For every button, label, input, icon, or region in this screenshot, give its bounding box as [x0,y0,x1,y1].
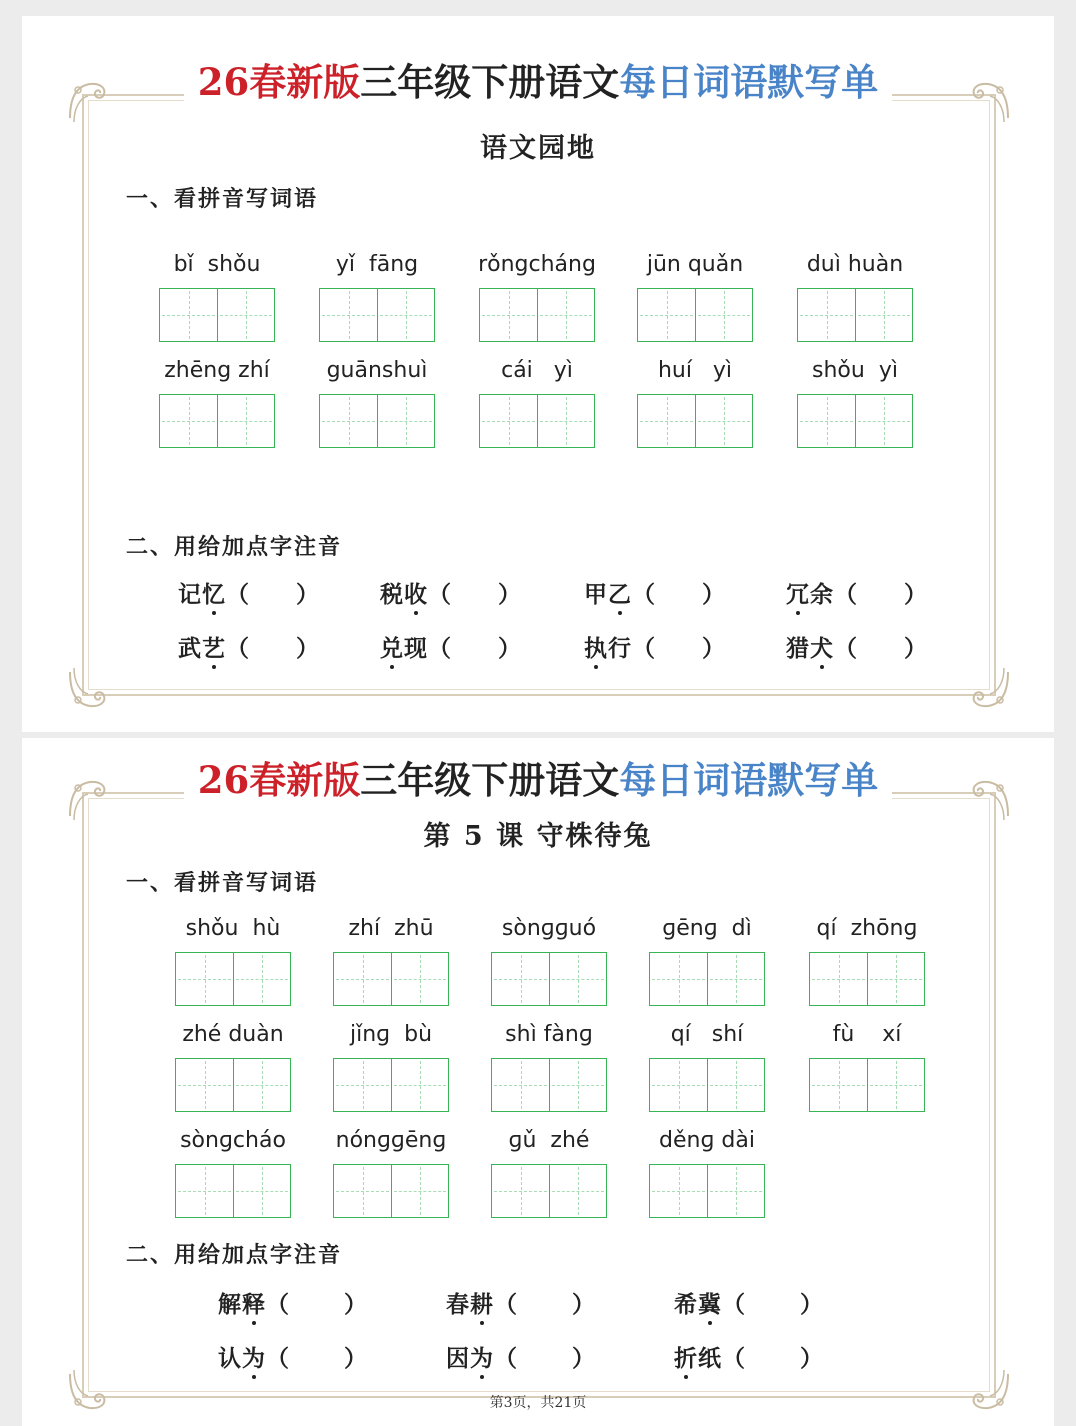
character-box[interactable] [480,395,537,447]
page-number: 第3页，共21页 [489,1395,587,1411]
character-box[interactable] [492,1059,549,1111]
character-box[interactable] [549,953,606,1005]
phonetic-word [178,576,226,609]
writing-grid[interactable] [649,1058,765,1112]
close-paren: ） [904,635,928,662]
open-paren: （ [722,1291,746,1318]
flourish-corner-icon [966,666,1012,712]
close-paren: ） [498,581,522,608]
worksheet-title [22,750,1054,804]
title-grade: 三年级下册语文 [360,60,620,104]
word-cell [630,356,760,448]
pinyin-label: nónɡɡēnɡ [335,1128,447,1153]
title-edition: 26春新版 [184,758,361,802]
phonetic-item [674,1340,824,1373]
dotted-character: 犬 [810,630,834,663]
character-box[interactable] [377,395,434,447]
character-box[interactable] [233,1165,290,1217]
close-paren: ） [800,1291,824,1318]
character-box[interactable] [334,953,391,1005]
dotted-character: 执 [584,630,608,663]
writing-grid[interactable] [333,1058,449,1112]
lesson-title: 第 5 课 守株待兔 [423,821,653,852]
phonetic-word [380,630,428,663]
character-box[interactable] [798,289,855,341]
title-edition: 26春新版 [184,60,361,104]
phonetic-item [786,630,928,663]
phonetic-item [178,630,320,663]
writing-grid[interactable] [649,1164,765,1218]
phonetic-word [584,630,632,663]
plain-character: 纸 [698,1345,722,1372]
dotted-character: 为 [470,1340,494,1373]
word-cell [642,914,772,1006]
word-cell [312,356,442,448]
plain-character: 因 [446,1345,470,1372]
word-cell [642,1126,772,1218]
character-box[interactable] [707,1165,764,1217]
writing-grid[interactable] [797,394,913,448]
phonetic-item [786,576,928,609]
dotted-character: 收 [404,576,428,609]
phonetic-word [584,576,632,609]
character-box[interactable] [549,1059,606,1111]
character-box[interactable] [650,953,707,1005]
pinyin-label: guānshuì [326,358,428,383]
title-grade: 三年级下册语文 [360,758,620,802]
open-paren: （ [632,581,656,608]
word-cell [484,1020,614,1112]
close-paren: ） [344,1291,368,1318]
phonetic-word [218,1340,266,1373]
word-cell [326,1020,456,1112]
pinyin-label: huí yì [657,358,733,383]
character-box[interactable] [391,1165,448,1217]
pinyin-label: shǒu hù [185,916,281,941]
close-paren: ） [800,1345,824,1372]
character-box[interactable] [391,953,448,1005]
phonetic-item [584,576,726,609]
character-box[interactable] [537,395,594,447]
pinyin-label: jǐnɡ bù [349,1022,433,1047]
pinyin-label: sònɡcháo [180,1128,286,1153]
character-box[interactable] [391,1059,448,1111]
dotted-character: 兑 [380,630,404,663]
character-box[interactable] [492,953,549,1005]
section-heading-phonetic: 二、用给加点字注音 [126,534,343,560]
phonetic-item [380,630,522,663]
plain-character: 猎 [786,635,810,662]
character-box[interactable] [334,1059,391,1111]
writing-grid[interactable] [491,1164,607,1218]
pinyin-label: qí zhōnɡ [816,916,918,941]
phonetic-word [218,1286,266,1319]
writing-grid[interactable] [809,1058,925,1112]
dotted-character: 艺 [202,630,226,663]
dotted-character: 乙 [608,576,632,609]
word-cell [168,1126,298,1218]
character-box[interactable] [707,1059,764,1111]
character-box[interactable] [650,1165,707,1217]
character-box[interactable] [549,1165,606,1217]
open-paren: （ [722,1345,746,1372]
close-paren: ） [702,581,726,608]
open-paren: （ [266,1345,290,1372]
close-paren: ） [572,1291,596,1318]
dotted-character: 冀 [698,1286,722,1319]
close-paren: ） [296,581,320,608]
word-cell [152,356,282,448]
open-paren: （ [428,581,452,608]
pinyin-label: yǐ fāng [335,252,419,277]
section-heading-phonetic: 二、用给加点字注音 [126,1242,343,1268]
character-box[interactable] [810,953,867,1005]
character-box[interactable] [650,1059,707,1111]
dotted-character: 释 [242,1286,266,1319]
writing-grid[interactable] [333,952,449,1006]
word-cell [168,914,298,1006]
pinyin-label: zhé duàn [182,1022,284,1047]
word-cell [326,914,456,1006]
writing-grid[interactable] [479,394,595,448]
pinyin-label: shǒu yì [812,358,898,383]
flourish-corner-icon [66,666,112,712]
worksheet-2 [22,738,1054,1426]
character-box[interactable] [798,395,855,447]
word-cell [630,250,760,342]
word-cell [312,250,442,342]
writing-grid[interactable] [319,394,435,448]
character-box[interactable] [638,395,695,447]
writing-grid[interactable] [175,952,291,1006]
word-cell [472,356,602,448]
close-paren: ） [344,1345,368,1372]
phonetic-word [178,630,226,663]
phonetic-word [786,576,834,609]
phonetic-word [446,1340,494,1373]
close-paren: ） [904,581,928,608]
phonetic-item [446,1340,596,1373]
character-box[interactable] [176,1165,233,1217]
character-box[interactable] [810,1059,867,1111]
close-paren: ） [702,635,726,662]
close-paren: ） [498,635,522,662]
dotted-character: 忆 [202,576,226,609]
title-type: 每日词语默写单 [619,758,892,802]
character-box[interactable] [855,395,912,447]
phonetic-item [446,1286,596,1319]
character-box[interactable] [695,395,752,447]
plain-character: 余 [810,581,834,608]
phonetic-word [674,1340,722,1373]
pinyin-label: duì huàn [806,252,904,277]
writing-grid[interactable] [159,394,275,448]
word-cell [326,1126,456,1218]
plain-character: 解 [218,1291,242,1318]
section-heading-pinyin: 一、看拼音写词语 [126,186,319,212]
phonetic-word [786,630,834,663]
pinyin-label: rǒngcháng [478,252,596,277]
lesson-title: 语文园地 [480,133,596,164]
writing-grid[interactable] [175,1164,291,1218]
plain-character: 武 [178,635,202,662]
character-box[interactable] [638,289,695,341]
character-box[interactable] [217,395,274,447]
writing-grid[interactable] [797,288,913,342]
plain-character: 行 [608,635,632,662]
phonetic-word [674,1286,722,1319]
pinyin-label: zhēng zhí [164,358,270,383]
writing-grid[interactable] [491,1058,607,1112]
dotted-character: 折 [674,1340,698,1373]
plain-character: 希 [674,1291,698,1318]
character-box[interactable] [707,953,764,1005]
character-box[interactable] [480,289,537,341]
writing-grid[interactable] [809,952,925,1006]
open-paren: （ [494,1291,518,1318]
character-box[interactable] [537,289,594,341]
open-paren: （ [266,1291,290,1318]
plain-character: 认 [218,1345,242,1372]
writing-grid[interactable] [175,1058,291,1112]
plain-character: 现 [404,635,428,662]
writing-grid[interactable] [333,1164,449,1218]
open-paren: （ [632,635,656,662]
open-paren: （ [428,635,452,662]
open-paren: （ [834,581,858,608]
pinyin-label: sònɡɡuó [501,916,597,941]
close-paren: ） [572,1345,596,1372]
writing-grid[interactable] [649,952,765,1006]
character-box[interactable] [176,953,233,1005]
close-paren: ） [296,635,320,662]
character-box[interactable] [233,1059,290,1111]
character-box[interactable] [695,289,752,341]
open-paren: （ [226,635,250,662]
character-box[interactable] [334,1165,391,1217]
open-paren: （ [834,635,858,662]
word-cell [790,250,920,342]
pinyin-label: shì fànɡ [505,1022,593,1047]
plain-character: 春 [446,1291,470,1318]
open-paren: （ [494,1345,518,1372]
phonetic-item [218,1340,368,1373]
section-heading-pinyin: 一、看拼音写词语 [126,870,319,896]
pinyin-label: ɡǔ zhé [508,1128,590,1153]
writing-grid[interactable] [491,952,607,1006]
phonetic-item [584,630,726,663]
word-cell [802,1020,932,1112]
dotted-character: 冗 [786,576,810,609]
character-box[interactable] [320,395,377,447]
writing-grid[interactable] [637,288,753,342]
phonetic-word [446,1286,494,1319]
open-paren: （ [226,581,250,608]
word-cell [152,250,282,342]
plain-character: 记 [178,581,202,608]
dotted-character: 耕 [470,1286,494,1319]
word-cell [484,914,614,1006]
character-box[interactable] [160,289,217,341]
worksheet-title [22,52,1054,106]
phonetic-item [674,1286,824,1319]
phonetic-item [380,576,522,609]
writing-grid[interactable] [319,288,435,342]
title-type: 每日词语默写单 [619,60,892,104]
character-box[interactable] [160,395,217,447]
character-box[interactable] [867,953,924,1005]
character-box[interactable] [233,953,290,1005]
word-cell [790,356,920,448]
character-box[interactable] [320,289,377,341]
plain-character: 甲 [584,581,608,608]
writing-grid[interactable] [159,288,275,342]
word-cell [168,1020,298,1112]
pinyin-label: ɡēnɡ dì [662,916,752,941]
pinyin-label: jūn quǎn [646,252,744,277]
word-cell [472,250,602,342]
character-box[interactable] [867,1059,924,1111]
pinyin-label: fù xí [832,1022,902,1047]
plain-character: 税 [380,581,404,608]
word-cell [642,1020,772,1112]
pinyin-label: qí shí [670,1022,744,1047]
character-box[interactable] [176,1059,233,1111]
character-box[interactable] [492,1165,549,1217]
writing-grid[interactable] [637,394,753,448]
character-box[interactable] [377,289,434,341]
pinyin-label: děnɡ dài [659,1128,755,1153]
pinyin-label: zhí zhū [348,916,434,941]
worksheet-1 [22,16,1054,732]
word-cell [802,914,932,1006]
word-cell [484,1126,614,1218]
phonetic-word [380,576,428,609]
dotted-character: 为 [242,1340,266,1373]
phonetic-item [218,1286,368,1319]
phonetic-item [178,576,320,609]
pinyin-label: bǐ shǒu [173,252,261,277]
character-box[interactable] [217,289,274,341]
writing-grid[interactable] [479,288,595,342]
pinyin-label: cái yì [501,358,573,383]
character-box[interactable] [855,289,912,341]
